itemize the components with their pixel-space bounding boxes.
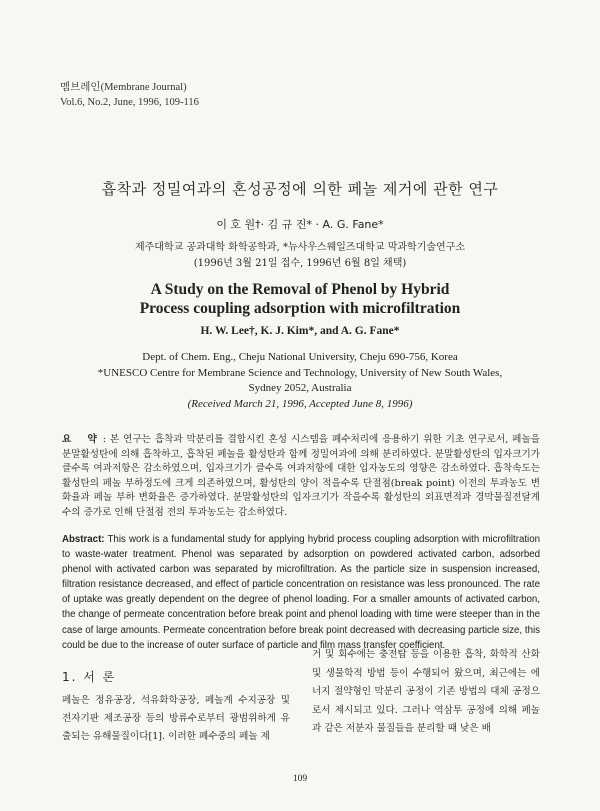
english-title-line1: A Study on the Removal of Phenol by Hybrid bbox=[150, 281, 450, 298]
english-received: (Received March 21, 1996, Accepted June 8, 1996) bbox=[187, 397, 413, 410]
section-heading: 1. 서 론 bbox=[62, 670, 117, 684]
journal-name: 멤브레인(Membrane Journal) bbox=[60, 82, 187, 93]
english-title-line2: Process coupling adsorption with microfiltration bbox=[139, 300, 461, 317]
english-affil-line3: Sydney 2052, Australia bbox=[248, 382, 352, 394]
english-abstract-label: Abstract: bbox=[62, 534, 105, 545]
journal-citation: Vol.6, No.2, June, 1996, 109-116 bbox=[60, 97, 199, 108]
korean-received: (1996년 3월 21일 접수, 1996년 6월 8일 채택) bbox=[193, 258, 407, 269]
english-affiliation-block bbox=[0, 350, 600, 412]
korean-affiliation-block bbox=[0, 240, 600, 272]
page-number: 109 bbox=[292, 774, 308, 784]
korean-affiliation: 제주대학교 공과대학 화학공학과, *뉴사우스웨일즈대학교 막과학기술연구소 bbox=[134, 242, 465, 253]
english-authors: H. W. Lee†, K. J. Kim*, and A. G. Fane* bbox=[200, 325, 400, 337]
korean-abstract-text: : 본 연구는 흡착과 막분리를 결합시킨 혼성 시스템을 폐수처리에 응용하기 위한 기초 연구로서, 페놀을 분말활성탄에 의해 흡착하고, 흡착된 페놀을 활성탄과 함께 정밀여과에 의해 분리하였다. 분말활성탄의 입자크기가 클수록 여과저항은 감소하였으며, 입자크기가 클수록 여과저항에 대한 입자농도의 영향은 감소하였다. 흡착속도는 활성탄의 페놀 부하정도에 크게 의존하였으며, 활성탄의 양이 적을수록 단절점(break point) 이전의 투과농도 변화율과 페놀 부하 변화율은 증가하였다. 분말활성탄의 입자크기가 작을수록 활성탄의 외표면적과 경막물질전달계수의 증가로 인해 단절점 전의 투과농도는 감소하였다. bbox=[62, 434, 540, 518]
body-column-right: 거 및 회수에는 충전탑 등을 이용한 흡착, 화학적 산화 및 생물학적 방법 등이 수행되어 왔으며, 최근에는 에너지 절약형인 막분리 공정이 기존 방법의 대체 공정으로서 제시되고 있다. 그러나 역삼투 공정에 의해 페놀과 같은 저분자 물질들을 분리할 때 낮은 배 bbox=[312, 649, 540, 734]
journal-header bbox=[60, 80, 199, 110]
korean-abstract bbox=[62, 433, 540, 520]
body-column-left: 페놀은 정유공장, 석유화학공장, 페놀계 수지공장 및 전자기판 제조공장 등의 방류수로부터 광범위하게 유출되는 유해물질이다[1]. 이러한 폐수중의 페놀 제 bbox=[62, 695, 290, 742]
korean-authors: 이 호 원†· 김 규 진* · A. G. Fane* bbox=[216, 218, 384, 231]
english-abstract bbox=[62, 532, 540, 653]
korean-abstract-label: 요 약 bbox=[62, 434, 103, 445]
english-abstract-text: This work is a fundamental study for applying hybrid process coupling adsorption with microfiltration to waste-water treatment. Phenol was separated by adsorption on powdered activated carbon, adsorbed phenol with activated carbon was separated by microfiltration. As the particle size in suspension increased, filtration resistance decreased, and effect of particle concentration on resistance was less pronounced. The rate of uptake was greatly dependent on the degree of phenol loading. For a smaller amounts of activated carbon, the change of permeate concentration before break point and phenol loading with time were steeper than in the case of large amounts. Permeate concentration before break point decreased with decreasing particle size, this could be due to the increase of outer surface of particle and film mass transfer coefficient. bbox=[62, 534, 540, 651]
korean-title: 흡착과 정밀여과의 혼성공정에 의한 페놀 제거에 관한 연구 bbox=[101, 180, 499, 198]
english-title bbox=[0, 280, 600, 318]
english-affil-line1: Dept. of Chem. Eng., Cheju National University, Cheju 690-756, Korea bbox=[142, 351, 458, 363]
english-affil-line2: *UNESCO Centre for Membrane Science and Technology, University of New South Wales, bbox=[97, 366, 503, 379]
